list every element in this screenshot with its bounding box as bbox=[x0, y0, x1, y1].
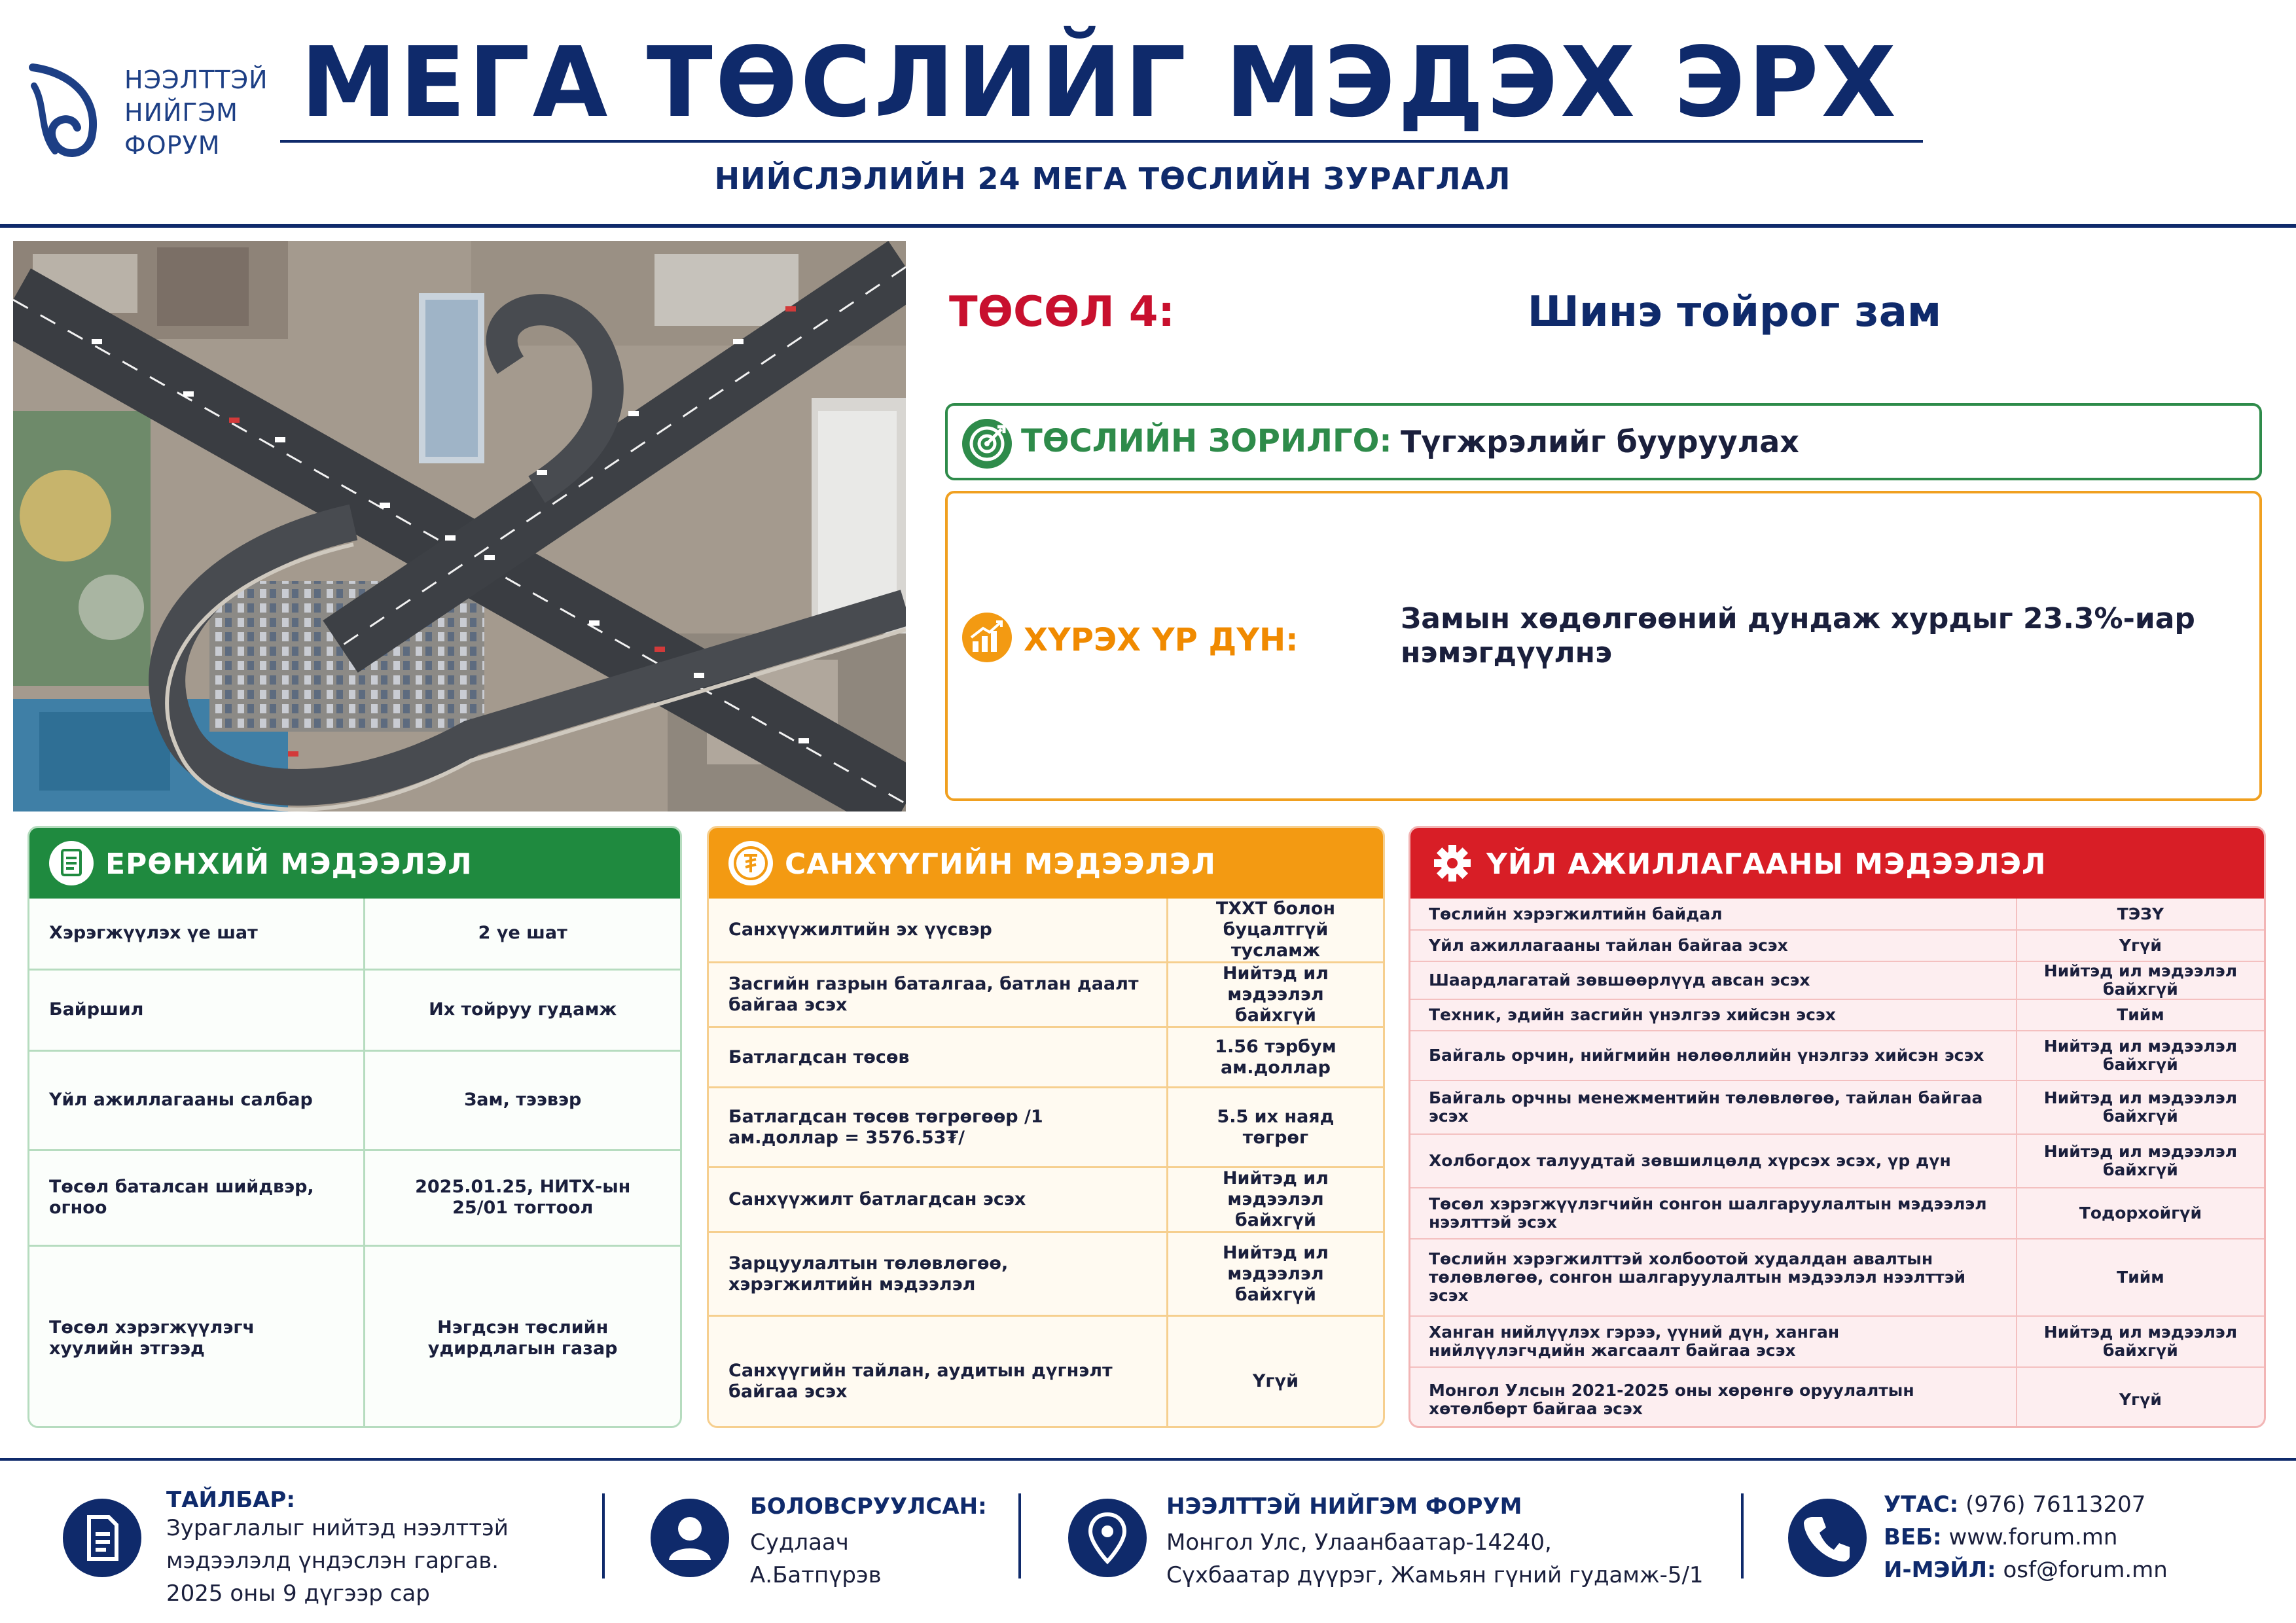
table-row bbox=[1410, 1080, 2264, 1134]
prepared-line: Судлаач bbox=[750, 1529, 849, 1556]
finance-info-title: САНХҮҮГИЙН МЭДЭЭЛЭЛ bbox=[785, 847, 1216, 881]
general-info-header bbox=[29, 828, 680, 899]
row-key: Байгаль орчин, нийгмийн нөлөөллийн үнэлгээ хийсэн эсэх bbox=[1410, 1031, 2017, 1080]
row-value: 2025.01.25, НИТХ-ын 25/01 тогтоол bbox=[365, 1150, 680, 1245]
table-row bbox=[1410, 1188, 2264, 1239]
table-row bbox=[1410, 1239, 2264, 1316]
email-link[interactable]: osf@forum.mn bbox=[2003, 1557, 2168, 1583]
row-key: Санхүүжилт батлагдсан эсэх bbox=[709, 1168, 1167, 1232]
row-key: Төсөл баталсан шийдвэр, огноо bbox=[29, 1150, 365, 1245]
page-subtitle: НИЙСЛЭЛИЙН 24 МЕГА ТӨСЛИЙН ЗУРАГЛАЛ bbox=[714, 161, 1511, 196]
note-line: Зураглалыг нийтэд нээлттэй bbox=[166, 1515, 509, 1541]
phone-number[interactable]: (976) 76113207 bbox=[1965, 1491, 2146, 1518]
row-value: Нийтэд ил мэдээлэл байхгүй bbox=[1167, 1168, 1383, 1232]
row-value: Нийтэд ил мэдээлэл байхгүй bbox=[1167, 963, 1383, 1027]
row-value: ТЭЗҮ bbox=[2017, 899, 2264, 930]
prepared-line: А.Батпүрэв bbox=[750, 1562, 882, 1588]
row-key: Төслийн хэрэгжилттэй холбоотой худалдан авалтын төлөвлөгөө, сонгон шалгаруулалтын мэдээлэл нээлттэй эсэх bbox=[1410, 1239, 2017, 1316]
row-key: Монгол Улсын 2021-2025 оны хөрөнгө оруулалтын хөтөлбөрт байгаа эсэх bbox=[1429, 1380, 1914, 1418]
footer-separator bbox=[1018, 1493, 1021, 1578]
growth-chart-icon bbox=[961, 611, 1013, 664]
note-heading: ТАЙЛБАР: bbox=[166, 1487, 295, 1513]
table-row bbox=[29, 899, 680, 969]
row-key: Засгийн газрын баталгаа, батлан даалт байгаа эсэх bbox=[709, 963, 1167, 1027]
row-key: Төсөл хэрэгжүүлэгчийн сонгон шалгаруулалтын мэдээлэл нээлттэй эсэх bbox=[1410, 1188, 2017, 1239]
row-value: 1.56 тэрбум ам.доллар bbox=[1167, 1027, 1383, 1088]
page-title: МЕГА ТӨСЛИЙГ МЭДЭХ ЭРХ bbox=[300, 26, 1899, 139]
website-label: ВЕБ: bbox=[1884, 1524, 1942, 1550]
location-pin-icon bbox=[1067, 1497, 1148, 1578]
table-row bbox=[709, 1168, 1383, 1232]
table-row bbox=[1410, 899, 2264, 930]
footer-separator bbox=[1741, 1493, 1744, 1578]
row-value: Тийм bbox=[2017, 999, 2264, 1031]
row-key: Батлагдсан төсөв bbox=[709, 1027, 1167, 1088]
row-key: Санхүүгийн тайлан, аудитын дүгнэлт байгаа эсэх bbox=[728, 1361, 1113, 1402]
row-value: Тийм bbox=[2017, 1239, 2264, 1316]
table-row bbox=[29, 1150, 680, 1245]
note-line: 2025 оны 9 дүгээр сар bbox=[166, 1580, 430, 1607]
operations-info-title: ҮЙЛ АЖИЛЛАГААНЫ МЭДЭЭЛЭЛ bbox=[1486, 847, 2047, 881]
email-label: И-МЭЙЛ: bbox=[1884, 1557, 1996, 1583]
table-row bbox=[709, 1027, 1383, 1088]
table-row bbox=[709, 1232, 1383, 1316]
row-key: Батлагдсан төсөв төгрөгөөр /1 ам.доллар = 3576.53₮/ bbox=[709, 1088, 1167, 1168]
website-link[interactable]: www.forum.mn bbox=[1948, 1524, 2118, 1550]
finance-info-header bbox=[709, 828, 1383, 899]
brand-logo-line: ФОРУМ bbox=[124, 131, 221, 160]
expected-result-label: ХҮРЭХ ҮР ДҮН: bbox=[1024, 622, 1299, 658]
table-row bbox=[709, 963, 1383, 1027]
row-key: Төсөл хэрэгжүүлэгч хуулийн этгээд bbox=[49, 1317, 255, 1359]
footer-divider bbox=[0, 1458, 2296, 1461]
note-line: мэдээлэлд үндэслэн гаргав. bbox=[166, 1548, 499, 1574]
general-info-title: ЕРӨНХИЙ МЭДЭЭЛЭЛ bbox=[105, 847, 473, 881]
brand-logo-line: НЭЭЛТТЭЙ bbox=[124, 65, 268, 94]
table-row bbox=[1410, 1134, 2264, 1188]
row-value: Үгүй bbox=[2017, 930, 2264, 961]
table-row bbox=[29, 1245, 680, 1428]
phone-line bbox=[1884, 1488, 2145, 1521]
row-key: Холбогдох талуудтай зөвшилцөлд хүрсэх эсэх, үр дүн bbox=[1410, 1134, 2017, 1188]
operations-info-table bbox=[1410, 899, 2264, 1428]
row-value: Тодорхойгүй bbox=[2017, 1188, 2264, 1239]
header-divider bbox=[0, 224, 2296, 228]
row-key: Төслийн хэрэгжилтийн байдал bbox=[1410, 899, 2017, 930]
table-row bbox=[1410, 999, 2264, 1031]
brand-logo bbox=[26, 56, 288, 167]
row-value: Нийтэд ил мэдээлэл байхгүй bbox=[2017, 1134, 2264, 1188]
row-value: Нийтэд ил мэдээлэл байхгүй bbox=[2017, 1080, 2264, 1134]
row-key: Техник, эдийн засгийн үнэлгээ хийсэн эсэх bbox=[1410, 999, 2017, 1031]
table-row bbox=[709, 1088, 1383, 1168]
row-value: Их тойруу гудамж bbox=[365, 969, 680, 1050]
table-row bbox=[1410, 1367, 2264, 1428]
brand-logo-line: НИЙГЭМ bbox=[124, 98, 238, 127]
row-value: Нийтэд ил мэдээлэл байхгүй bbox=[2017, 1031, 2264, 1080]
document-icon bbox=[48, 840, 95, 887]
general-info-panel bbox=[27, 826, 682, 1428]
goal-box bbox=[945, 403, 2262, 480]
phone-label: УТАС: bbox=[1884, 1491, 1959, 1518]
goal-label: ТӨСЛИЙН ЗОРИЛГО: bbox=[1021, 423, 1392, 459]
table-row bbox=[1410, 961, 2264, 999]
row-value: Нийтэд ил мэдээлэл байхгүй bbox=[1167, 1232, 1383, 1316]
operations-info-panel bbox=[1408, 826, 2266, 1428]
expected-result-value: Замын хөдөлгөөний дундаж хурдыг 23.3%-иар нэмэгдүүлнэ bbox=[1401, 602, 2195, 669]
row-key: Байршил bbox=[29, 969, 365, 1050]
row-value: 5.5 их наяд төгрөг bbox=[1167, 1088, 1383, 1168]
row-key: Үйл ажиллагааны салбар bbox=[29, 1050, 365, 1150]
table-row bbox=[709, 899, 1383, 963]
row-key: Зарцуулалтын төлөвлөгөө, хэрэгжилтийн мэдээлэл bbox=[709, 1232, 1167, 1316]
aerial-interchange-photo bbox=[13, 241, 906, 812]
target-icon bbox=[961, 418, 1013, 470]
row-value: Зам, тээвэр bbox=[365, 1050, 680, 1150]
phone-icon bbox=[1787, 1497, 1868, 1578]
row-key: Шаардлагатай зөвшөөрлүүд авсан эсэх bbox=[1410, 961, 2017, 999]
row-key: Санхүүжилтийн эх үүсвэр bbox=[709, 899, 1167, 963]
row-key: Хэрэгжүүлэх үе шат bbox=[29, 899, 365, 969]
general-info-table bbox=[29, 899, 680, 1428]
prepared-heading: БОЛОВСРУУЛСАН: bbox=[750, 1493, 987, 1520]
finance-info-panel bbox=[707, 826, 1385, 1428]
table-row bbox=[1410, 930, 2264, 961]
expected-result-box bbox=[945, 491, 2262, 801]
row-value: Үгүй bbox=[1167, 1316, 1383, 1429]
organization-address-line: Сүхбаатар дүүрэг, Жамьян гүний гудамж-5/1 bbox=[1166, 1562, 1704, 1588]
table-row bbox=[1410, 1031, 2264, 1080]
person-icon bbox=[649, 1497, 730, 1578]
finance-info-table bbox=[709, 899, 1383, 1428]
row-key: Үйл ажиллагааны тайлан байгаа эсэх bbox=[1410, 930, 2017, 961]
row-value: 2 үе шат bbox=[365, 899, 680, 969]
row-value: ТХХТ болон буцалтгүй тусламж bbox=[1167, 899, 1383, 963]
row-value: Үгүй bbox=[2017, 1367, 2264, 1428]
brand-logo-mark bbox=[26, 60, 105, 164]
title-divider bbox=[280, 140, 1923, 143]
project-name: Шинэ тойрог зам bbox=[1527, 288, 1942, 336]
goal-value: Түгжрэлийг бууруулах bbox=[1401, 424, 1799, 459]
operations-info-header bbox=[1410, 828, 2264, 899]
tugrik-coin-icon bbox=[727, 840, 774, 887]
email-line bbox=[1884, 1554, 2168, 1586]
organization-address-line: Монгол Улс, Улаанбаатар-14240, bbox=[1166, 1529, 1552, 1556]
website-line bbox=[1884, 1521, 2117, 1554]
document-icon bbox=[62, 1497, 143, 1578]
organization-heading: НЭЭЛТТЭЙ НИЙГЭМ ФОРУМ bbox=[1166, 1493, 1522, 1520]
table-row bbox=[1410, 1316, 2264, 1367]
row-key: Ханган нийлүүлэх гэрээ, үүний дүн, ханган нийлүүлэгчдийн жагсаалт байгаа эсэх bbox=[1410, 1316, 2017, 1367]
table-row bbox=[709, 1316, 1383, 1429]
table-row bbox=[29, 1050, 680, 1150]
row-value: Нэгдсэн төслийн удирдлагын газар bbox=[365, 1245, 680, 1428]
project-number: ТӨСӨЛ 4: bbox=[949, 288, 1175, 336]
row-value: Нийтэд ил мэдээлэл байхгүй bbox=[2017, 1316, 2264, 1367]
row-value: Нийтэд ил мэдээлэл байхгүй bbox=[2017, 961, 2264, 999]
row-key: Байгаль орчны менежментийн төлөвлөгөө, тайлан байгаа эсэх bbox=[1410, 1080, 2017, 1134]
table-row bbox=[29, 969, 680, 1050]
gear-icon bbox=[1429, 840, 1476, 887]
footer-separator bbox=[602, 1493, 605, 1578]
